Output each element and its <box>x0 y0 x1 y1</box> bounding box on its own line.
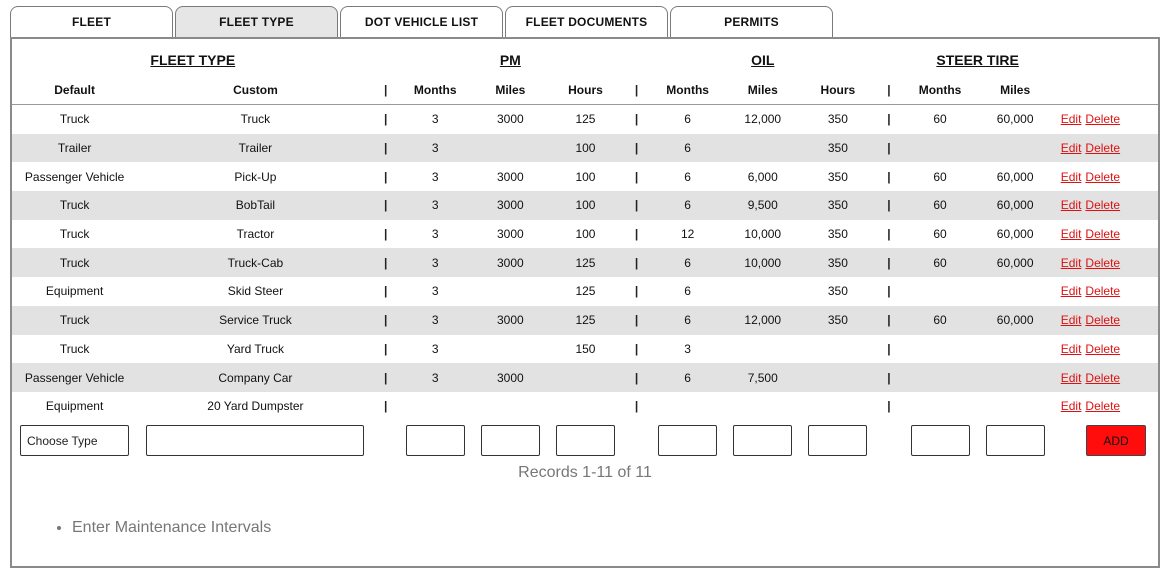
choose-type-select[interactable]: Choose Type <box>20 425 129 456</box>
delete-link[interactable]: Delete <box>1085 370 1121 385</box>
pm-months-cell: 3 <box>431 284 439 299</box>
oil-miles-input[interactable] <box>733 425 792 456</box>
pm-months-cell <box>398 392 473 421</box>
oil-miles-cell: 7,500 <box>725 363 800 392</box>
group-header-pm: PM <box>499 52 521 68</box>
oil-miles-cell: 10,000 <box>725 248 800 277</box>
steer-months-cell <box>902 277 977 306</box>
pm-months-cell: 3 <box>398 306 473 335</box>
delete-link[interactable]: Delete <box>1085 341 1121 356</box>
pm-miles-cell: 3000 <box>496 169 524 184</box>
default-cell: Truck <box>59 112 90 127</box>
custom-cell: Company Car <box>137 363 373 392</box>
oil-miles-cell <box>725 134 800 163</box>
custom-cell: Pick-Up <box>234 169 277 184</box>
column-header-row <box>12 75 1158 105</box>
oil-miles-cell: 9,500 <box>725 191 800 220</box>
pm-hours-cell: 100 <box>575 227 596 242</box>
edit-link[interactable]: Edit <box>1060 141 1082 156</box>
pm-miles-cell <box>473 277 548 306</box>
default-cell: Passenger Vehicle <box>24 169 125 184</box>
steer-months-cell: 60 <box>933 112 947 127</box>
pm-hours-cell: 100 <box>575 169 596 184</box>
custom-cell: Service Truck <box>137 306 373 335</box>
oil-miles-cell: 10,000 <box>744 227 782 242</box>
column-separator: | <box>383 341 388 356</box>
steer-miles-cell: 60,000 <box>978 306 1053 335</box>
steer-miles-cell: 60,000 <box>996 112 1034 127</box>
oil-months-cell: 6 <box>650 363 725 392</box>
note-item: • Enter Maintenance Intervals <box>72 519 271 537</box>
steer-miles-cell: 60,000 <box>996 169 1034 184</box>
tab-dot-vehicle-list[interactable]: DOT VEHICLE LIST <box>340 6 503 37</box>
oil-months-cell: 6 <box>684 169 691 184</box>
table-row <box>12 191 1158 220</box>
row-actions <box>1053 392 1158 421</box>
row-actions <box>1053 363 1158 392</box>
pm-months-cell: 3 <box>398 248 473 277</box>
default-cell: Passenger Vehicle <box>12 363 137 392</box>
edit-link[interactable]: Edit <box>1060 313 1082 328</box>
pm-hours-input[interactable] <box>556 425 615 456</box>
col-header-pm-miles: Miles <box>473 75 548 105</box>
oil-hours-cell: 350 <box>827 284 848 299</box>
oil-hours-cell: 350 <box>800 306 875 335</box>
column-separator: | <box>887 284 891 299</box>
pm-hours-cell: 150 <box>575 341 596 356</box>
column-separator: | <box>634 227 639 242</box>
oil-hours-cell <box>800 363 875 392</box>
pm-months-cell: 3 <box>431 341 439 356</box>
table-row <box>12 363 1158 392</box>
edit-link[interactable]: Edit <box>1060 284 1082 299</box>
column-separator: | <box>887 341 891 356</box>
col-header-pm-months: Months <box>398 75 473 105</box>
pm-hours-cell: 125 <box>548 306 623 335</box>
column-separator: | <box>374 306 398 335</box>
col-header-oil-miles: Miles <box>725 75 800 105</box>
row-actions <box>1053 105 1158 134</box>
pm-miles-input[interactable] <box>481 425 540 456</box>
column-separator: | <box>875 306 902 335</box>
column-separator: | <box>374 363 398 392</box>
oil-months-cell: 6 <box>650 191 725 220</box>
col-header-steer-months: Months <box>902 75 977 105</box>
steer-miles-cell <box>978 335 1053 364</box>
delete-link[interactable]: Delete <box>1085 284 1121 299</box>
delete-link[interactable]: Delete <box>1085 112 1121 127</box>
column-separator: | <box>875 134 902 163</box>
row-actions <box>1053 277 1158 306</box>
row-actions <box>1053 162 1158 191</box>
steer-miles-cell: 60,000 <box>978 191 1053 220</box>
steer-miles-cell: 60,000 <box>996 227 1034 242</box>
custom-cell: Truck-Cab <box>137 248 373 277</box>
pm-hours-cell: 125 <box>548 248 623 277</box>
pm-months-cell: 3 <box>398 191 473 220</box>
row-actions <box>1053 220 1158 249</box>
pm-miles-cell: 3000 <box>473 363 548 392</box>
column-separator: | <box>875 248 902 277</box>
edit-link[interactable]: Edit <box>1060 112 1082 127</box>
oil-hours-cell: 350 <box>827 169 848 184</box>
delete-link[interactable]: Delete <box>1085 399 1121 414</box>
pm-miles-cell: 3000 <box>473 248 548 277</box>
pm-miles-cell <box>473 134 548 163</box>
table-row <box>12 248 1158 277</box>
column-separator: | <box>383 169 388 184</box>
delete-link[interactable]: Delete <box>1085 141 1121 156</box>
custom-cell: Truck <box>240 112 271 127</box>
oil-months-cell: 6 <box>650 306 725 335</box>
new-fleet-type-row <box>12 421 1158 461</box>
column-separator: | <box>634 284 639 299</box>
steer-miles-cell <box>978 134 1053 163</box>
column-separator: | <box>383 399 388 414</box>
pm-miles-cell <box>473 392 548 421</box>
pm-months-cell: 3 <box>431 227 439 242</box>
col-header-custom: Custom <box>137 75 373 105</box>
row-actions <box>1053 191 1158 220</box>
group-header-row <box>12 45 1158 75</box>
oil-miles-cell: 12,000 <box>725 306 800 335</box>
steer-months-cell: 60 <box>933 227 947 242</box>
pm-months-cell: 3 <box>398 134 473 163</box>
table-row <box>12 306 1158 335</box>
delete-link[interactable]: Delete <box>1085 313 1121 328</box>
column-separator: | <box>623 306 650 335</box>
oil-miles-cell <box>725 277 800 306</box>
oil-miles-cell <box>725 392 800 421</box>
default-cell: Truck <box>12 191 137 220</box>
add-button[interactable]: ADD <box>1086 425 1146 456</box>
tab-bar <box>10 6 833 37</box>
column-separator: | <box>634 341 639 356</box>
custom-type-input[interactable] <box>146 425 364 456</box>
steer-months-cell <box>902 134 977 163</box>
custom-cell: Tractor <box>236 227 275 242</box>
table-row <box>12 162 1158 191</box>
custom-cell: BobTail <box>137 191 373 220</box>
table-row <box>12 105 1158 134</box>
column-separator: | <box>875 363 902 392</box>
steer-miles-cell <box>978 392 1053 421</box>
oil-hours-cell: 350 <box>827 112 848 127</box>
tab-fleet-documents[interactable]: FLEET DOCUMENTS <box>505 6 668 37</box>
default-cell: Equipment <box>45 399 104 414</box>
column-separator: | <box>374 75 398 105</box>
column-separator: | <box>887 399 891 414</box>
pm-miles-cell: 3000 <box>496 112 524 127</box>
group-header-fleet-type: FLEET TYPE <box>150 52 236 68</box>
row-actions <box>1053 134 1158 163</box>
oil-hours-cell <box>800 392 875 421</box>
notes-list <box>57 519 271 537</box>
oil-months-cell: 6 <box>684 284 691 299</box>
pm-miles-cell: 3000 <box>473 306 548 335</box>
default-cell: Trailer <box>12 134 137 163</box>
column-separator: | <box>374 191 398 220</box>
steer-months-input[interactable] <box>911 425 970 456</box>
oil-hours-input[interactable] <box>808 425 867 456</box>
steer-miles-cell <box>978 363 1053 392</box>
pm-miles-cell <box>473 335 548 364</box>
table-row <box>12 220 1158 249</box>
edit-link[interactable]: Edit <box>1060 169 1082 184</box>
group-header-steer-tire: STEER TIRE <box>936 52 1019 68</box>
steer-miles-cell <box>978 277 1053 306</box>
default-cell: Equipment <box>45 284 104 299</box>
default-cell: Truck <box>12 248 137 277</box>
edit-link[interactable]: Edit <box>1060 227 1082 242</box>
oil-hours-cell: 350 <box>800 134 875 163</box>
column-separator: | <box>887 112 891 127</box>
oil-hours-cell: 350 <box>800 248 875 277</box>
row-actions <box>1053 335 1158 364</box>
pm-hours-cell <box>548 363 623 392</box>
group-header-oil: OIL <box>751 52 775 68</box>
column-separator: | <box>875 75 902 105</box>
column-separator: | <box>634 112 639 127</box>
pm-hours-cell <box>548 392 623 421</box>
delete-link[interactable]: Delete <box>1085 169 1121 184</box>
delete-link[interactable]: Delete <box>1085 255 1121 270</box>
pm-miles-cell: 3000 <box>496 227 524 242</box>
custom-cell: 20 Yard Dumpster <box>207 399 304 414</box>
tab-fleet[interactable]: FLEET <box>10 6 173 37</box>
edit-link[interactable]: Edit <box>1060 198 1082 213</box>
pm-miles-cell: 3000 <box>473 191 548 220</box>
row-actions <box>1053 306 1158 335</box>
pm-hours-cell: 125 <box>575 284 596 299</box>
column-separator: | <box>383 227 388 242</box>
steer-months-cell: 60 <box>902 306 977 335</box>
oil-months-input[interactable] <box>658 425 717 456</box>
column-separator: | <box>875 191 902 220</box>
row-actions <box>1053 248 1158 277</box>
oil-months-cell: 6 <box>650 248 725 277</box>
oil-miles-cell <box>725 335 800 364</box>
column-separator: | <box>383 112 388 127</box>
steer-months-cell <box>902 335 977 364</box>
column-separator: | <box>374 134 398 163</box>
pm-hours-cell: 125 <box>575 112 596 127</box>
oil-months-cell: 6 <box>684 112 691 127</box>
column-separator: | <box>623 75 650 105</box>
table-row <box>12 335 1158 364</box>
steer-miles-cell: 60,000 <box>978 248 1053 277</box>
delete-link[interactable]: Delete <box>1085 198 1121 213</box>
oil-hours-cell: 350 <box>827 227 848 242</box>
oil-months-cell: 3 <box>684 341 691 356</box>
pm-months-cell: 3 <box>431 169 439 184</box>
oil-months-cell <box>650 392 725 421</box>
tab-fleet-type[interactable]: FLEET TYPE <box>175 6 338 37</box>
table-row <box>12 392 1158 421</box>
column-separator: | <box>623 248 650 277</box>
column-separator: | <box>634 399 639 414</box>
delete-link[interactable]: Delete <box>1085 227 1121 242</box>
column-separator: | <box>623 191 650 220</box>
steer-miles-input[interactable] <box>986 425 1045 456</box>
column-separator: | <box>887 227 891 242</box>
edit-link[interactable]: Edit <box>1060 399 1082 414</box>
steer-months-cell: 60 <box>902 248 977 277</box>
steer-months-cell <box>902 363 977 392</box>
pm-months-cell: 3 <box>398 363 473 392</box>
column-separator: | <box>634 169 639 184</box>
records-count: Records 1-11 of 11 <box>518 464 652 481</box>
column-separator: | <box>887 169 891 184</box>
fleet-type-panel <box>10 37 1160 568</box>
oil-months-cell: 6 <box>650 134 725 163</box>
default-cell: Truck <box>12 306 137 335</box>
edit-link[interactable]: Edit <box>1060 255 1082 270</box>
column-separator: | <box>623 363 650 392</box>
custom-cell: Trailer <box>137 134 373 163</box>
pm-months-cell: 3 <box>431 112 439 127</box>
default-cell: Truck <box>59 227 90 242</box>
column-separator: | <box>374 248 398 277</box>
pm-hours-cell: 100 <box>548 191 623 220</box>
col-header-default: Default <box>12 75 137 105</box>
oil-miles-cell: 12,000 <box>744 112 782 127</box>
edit-link[interactable]: Edit <box>1060 341 1082 356</box>
oil-months-cell: 12 <box>680 227 695 242</box>
table-row <box>12 277 1158 306</box>
col-header-steer-miles: Miles <box>978 75 1053 105</box>
oil-hours-cell: 350 <box>800 191 875 220</box>
pm-hours-cell: 100 <box>548 134 623 163</box>
edit-link[interactable]: Edit <box>1060 370 1082 385</box>
oil-miles-cell: 6,000 <box>747 169 778 184</box>
default-cell: Truck <box>59 341 90 356</box>
steer-months-cell: 60 <box>902 191 977 220</box>
custom-cell: Yard Truck <box>226 341 284 356</box>
steer-months-cell: 60 <box>933 169 947 184</box>
custom-cell: Skid Steer <box>227 284 284 299</box>
col-header-oil-hours: Hours <box>800 75 875 105</box>
steer-months-cell <box>902 392 977 421</box>
oil-hours-cell <box>800 335 875 364</box>
col-header-oil-months: Months <box>650 75 725 105</box>
tab-permits[interactable]: PERMITS <box>670 6 833 37</box>
column-separator: | <box>623 134 650 163</box>
fleet-type-table <box>12 45 1158 461</box>
column-separator: | <box>383 284 388 299</box>
col-header-pm-hours: Hours <box>548 75 623 105</box>
pm-months-input[interactable] <box>406 425 465 456</box>
table-row <box>12 134 1158 163</box>
